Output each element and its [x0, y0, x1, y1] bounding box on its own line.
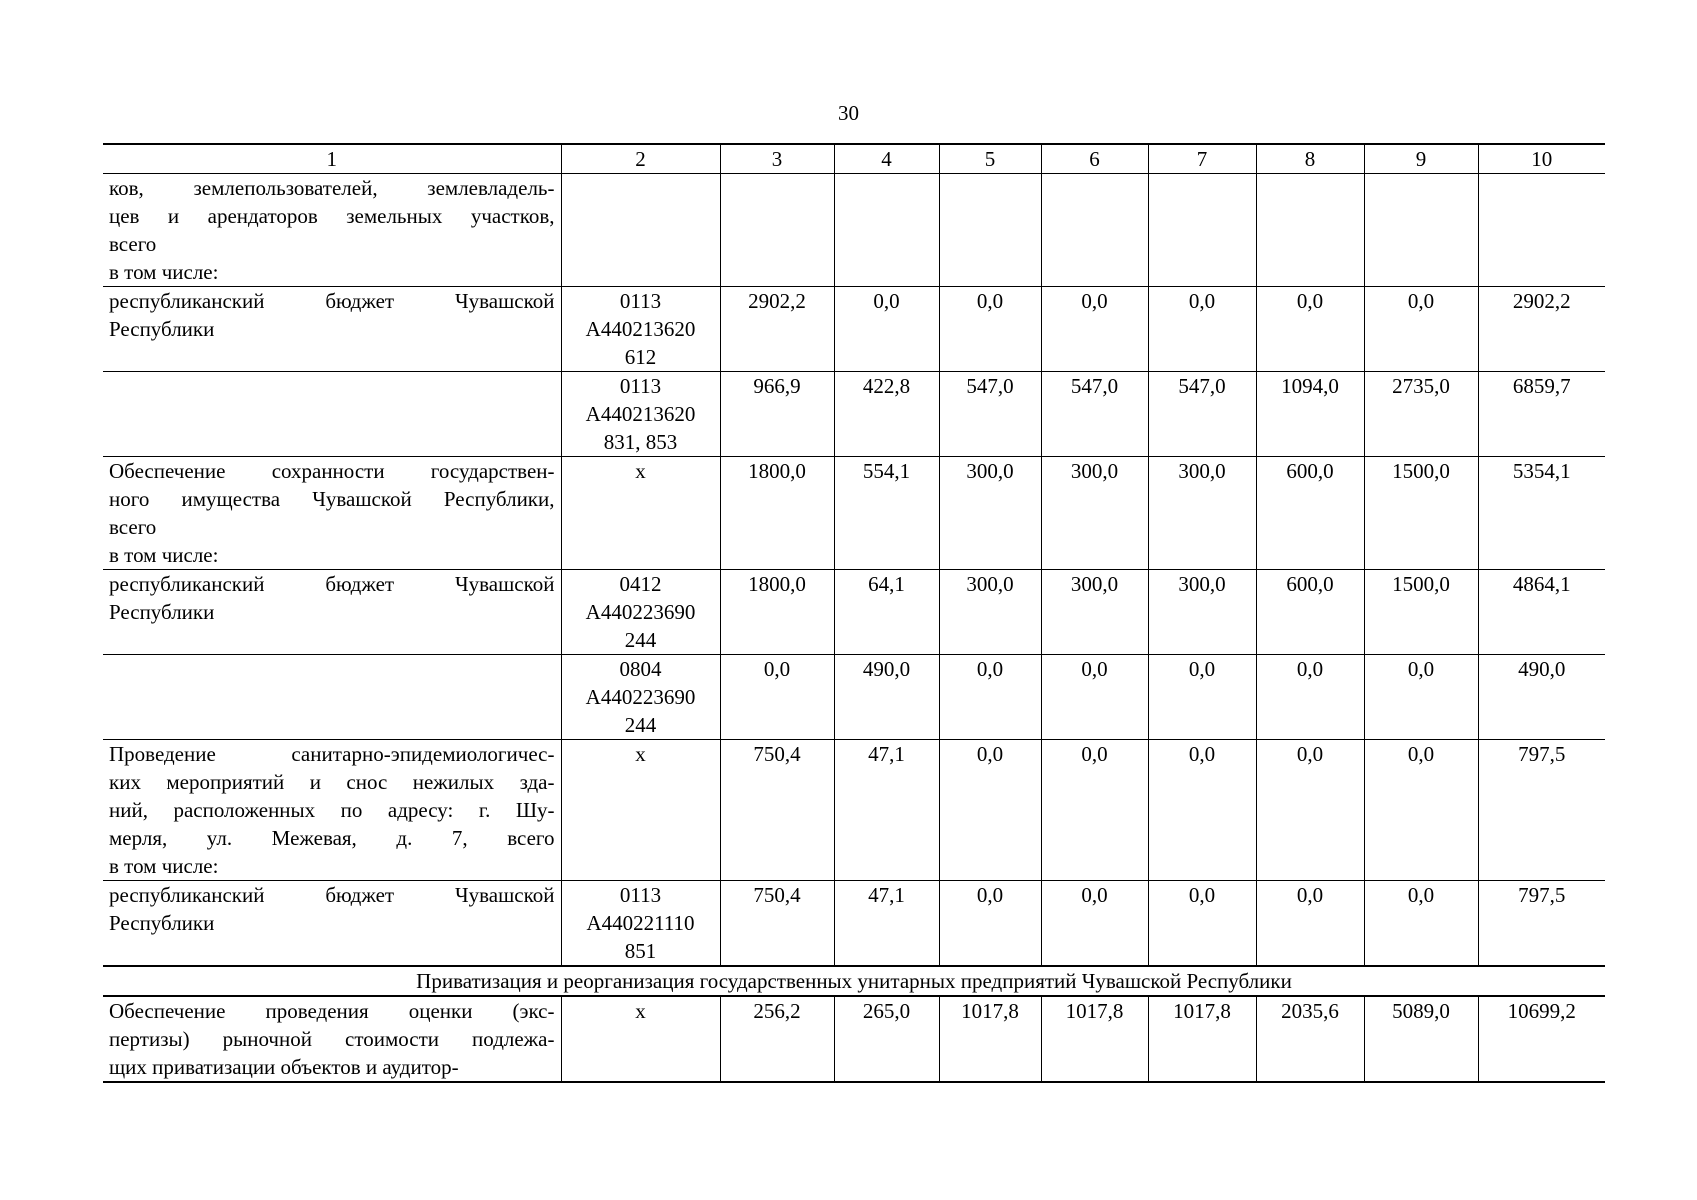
value-cell: 1094,0	[1256, 372, 1364, 457]
table-row	[103, 881, 1605, 967]
value-cell: 5089,0	[1364, 996, 1478, 1082]
code-line: 0113	[619, 374, 662, 398]
description-line: Обеспечение сохранности государствен-	[109, 459, 555, 483]
header-cell: 2	[561, 144, 720, 174]
row-description	[103, 372, 561, 457]
budget-code	[561, 996, 720, 1082]
row-description	[103, 881, 561, 967]
budget-code	[561, 570, 720, 655]
description-line: в том числе:	[109, 260, 219, 284]
row-description	[103, 740, 561, 881]
value-cell: 0,0	[1148, 655, 1256, 740]
code-line: x	[635, 742, 646, 766]
value-cell: 0,0	[1256, 655, 1364, 740]
value-cell: 47,1	[834, 881, 939, 967]
budget-code	[561, 881, 720, 967]
value-cell: 547,0	[939, 372, 1041, 457]
value-cell: 0,0	[720, 655, 834, 740]
description-line: пертизы) рыночной стоимости подлежа-	[109, 1027, 555, 1051]
description-line: республиканский бюджет Чувашской	[109, 883, 555, 907]
value-cell: 47,1	[834, 740, 939, 881]
description-line: ков, землепользователей, землевладель-	[109, 176, 555, 200]
value-cell: 0,0	[1364, 881, 1478, 967]
value-cell	[834, 174, 939, 287]
code-line: 244	[624, 628, 657, 652]
header-cell: 9	[1364, 144, 1478, 174]
row-description	[103, 287, 561, 372]
value-cell: 0,0	[1041, 740, 1148, 881]
value-cell: 300,0	[1148, 457, 1256, 570]
code-line: А440213620	[585, 317, 696, 341]
value-cell: 966,9	[720, 372, 834, 457]
header-cell: 10	[1478, 144, 1605, 174]
value-cell: 0,0	[939, 655, 1041, 740]
page-number: 30	[838, 101, 859, 125]
code-line: x	[635, 459, 646, 483]
budget-code	[561, 287, 720, 372]
value-cell: 0,0	[1256, 287, 1364, 372]
value-cell: 750,4	[720, 740, 834, 881]
budget-code	[561, 655, 720, 740]
value-cell: 64,1	[834, 570, 939, 655]
description-line: Республики	[109, 600, 215, 624]
value-cell: 0,0	[1256, 740, 1364, 881]
value-cell: 0,0	[1148, 287, 1256, 372]
budget-code	[561, 372, 720, 457]
value-cell: 547,0	[1041, 372, 1148, 457]
value-cell: 1017,8	[1041, 996, 1148, 1082]
value-cell: 0,0	[1364, 287, 1478, 372]
value-cell	[720, 174, 834, 287]
code-line: 831, 853	[603, 430, 678, 454]
table-row	[103, 372, 1605, 457]
value-cell: 600,0	[1256, 457, 1364, 570]
value-cell: 1800,0	[720, 570, 834, 655]
header-cell: 4	[834, 144, 939, 174]
value-cell: 0,0	[1256, 881, 1364, 967]
code-line: 0804	[619, 657, 662, 681]
row-description	[103, 457, 561, 570]
value-cell: 600,0	[1256, 570, 1364, 655]
value-cell	[1364, 174, 1478, 287]
value-cell: 2902,2	[1478, 287, 1605, 372]
value-cell: 4864,1	[1478, 570, 1605, 655]
table-row	[103, 740, 1605, 881]
value-cell: 0,0	[834, 287, 939, 372]
value-cell: 490,0	[834, 655, 939, 740]
code-line: 0412	[619, 572, 662, 596]
value-cell: 0,0	[1364, 740, 1478, 881]
value-cell: 797,5	[1478, 740, 1605, 881]
description-line: щих приватизации объектов и аудитор-	[109, 1055, 459, 1079]
table-row	[103, 655, 1605, 740]
description-line: республиканский бюджет Чувашской	[109, 289, 555, 313]
value-cell: 0,0	[1148, 881, 1256, 967]
table-row	[103, 174, 1605, 287]
value-cell	[1256, 174, 1364, 287]
description-line: цев и арендаторов земельных участков,	[109, 204, 555, 228]
value-cell: 0,0	[1041, 287, 1148, 372]
description-line: Республики	[109, 911, 215, 935]
header-cell: 8	[1256, 144, 1364, 174]
value-cell: 2035,6	[1256, 996, 1364, 1082]
description-line: мерля, ул. Межевая, д. 7, всего	[109, 826, 555, 850]
header-row	[103, 144, 1605, 174]
value-cell: 300,0	[1148, 570, 1256, 655]
budget-table	[103, 143, 1605, 1083]
budget-code	[561, 740, 720, 881]
value-cell: 256,2	[720, 996, 834, 1082]
code-line: x	[635, 999, 646, 1023]
description-line: всего	[109, 515, 157, 539]
description-line: ких мероприятий и снос нежилых зда-	[109, 770, 555, 794]
code-line: 244	[624, 713, 657, 737]
table-row	[103, 996, 1605, 1082]
value-cell: 0,0	[1041, 881, 1148, 967]
value-cell: 547,0	[1148, 372, 1256, 457]
header-cell: 5	[939, 144, 1041, 174]
budget-code	[561, 174, 720, 287]
code-line: 851	[624, 939, 657, 963]
description-line: республиканский бюджет Чувашской	[109, 572, 555, 596]
description-line: Проведение санитарно-эпидемиологичес-	[109, 742, 555, 766]
value-cell: 300,0	[1041, 570, 1148, 655]
value-cell: 10699,2	[1478, 996, 1605, 1082]
code-line: А440223690	[585, 600, 696, 624]
value-cell: 300,0	[939, 570, 1041, 655]
row-description	[103, 655, 561, 740]
value-cell: 2902,2	[720, 287, 834, 372]
value-cell: 554,1	[834, 457, 939, 570]
header-cell: 1	[103, 144, 561, 174]
value-cell: 2735,0	[1364, 372, 1478, 457]
value-cell: 300,0	[939, 457, 1041, 570]
code-line: 0113	[619, 883, 662, 907]
description-line: ного имущества Чувашской Республики,	[109, 487, 555, 511]
code-line: 612	[624, 345, 657, 369]
value-cell	[939, 174, 1041, 287]
value-cell: 0,0	[1364, 655, 1478, 740]
value-cell: 0,0	[939, 287, 1041, 372]
value-cell: 6859,7	[1478, 372, 1605, 457]
row-description	[103, 996, 561, 1082]
row-description	[103, 174, 561, 287]
code-line: А440223690	[585, 685, 696, 709]
value-cell: 1017,8	[939, 996, 1041, 1082]
value-cell: 0,0	[1041, 655, 1148, 740]
value-cell: 1800,0	[720, 457, 834, 570]
value-cell: 750,4	[720, 881, 834, 967]
value-cell: 0,0	[939, 740, 1041, 881]
description-line: Республики	[109, 317, 215, 341]
header-cell: 6	[1041, 144, 1148, 174]
description-line: ний, расположенных по адресу: г. Шу-	[109, 798, 555, 822]
value-cell: 1017,8	[1148, 996, 1256, 1082]
table-row	[103, 287, 1605, 372]
value-cell	[1041, 174, 1148, 287]
table-body	[103, 144, 1605, 1082]
value-cell: 422,8	[834, 372, 939, 457]
code-line: А440221110	[586, 911, 695, 935]
value-cell: 797,5	[1478, 881, 1605, 967]
budget-code	[561, 457, 720, 570]
header-cell: 7	[1148, 144, 1256, 174]
value-cell: 300,0	[1041, 457, 1148, 570]
value-cell: 490,0	[1478, 655, 1605, 740]
code-line: А440213620	[585, 402, 696, 426]
description-line: в том числе:	[109, 854, 219, 878]
header-cell: 3	[720, 144, 834, 174]
table-row	[103, 457, 1605, 570]
description-line: всего	[109, 232, 157, 256]
description-line: в том числе:	[109, 543, 219, 567]
value-cell	[1478, 174, 1605, 287]
value-cell: 5354,1	[1478, 457, 1605, 570]
section-title: Приватизация и реорганизация государственных унитарных предприятий Чувашской Республики	[103, 966, 1605, 996]
table-row	[103, 570, 1605, 655]
description-line: Обеспечение проведения оценки (экс-	[109, 999, 555, 1023]
section-title-row	[103, 966, 1605, 996]
code-line: 0113	[619, 289, 662, 313]
value-cell: 1500,0	[1364, 570, 1478, 655]
value-cell: 0,0	[939, 881, 1041, 967]
value-cell: 265,0	[834, 996, 939, 1082]
value-cell: 0,0	[1148, 740, 1256, 881]
value-cell: 1500,0	[1364, 457, 1478, 570]
row-description	[103, 570, 561, 655]
value-cell	[1148, 174, 1256, 287]
